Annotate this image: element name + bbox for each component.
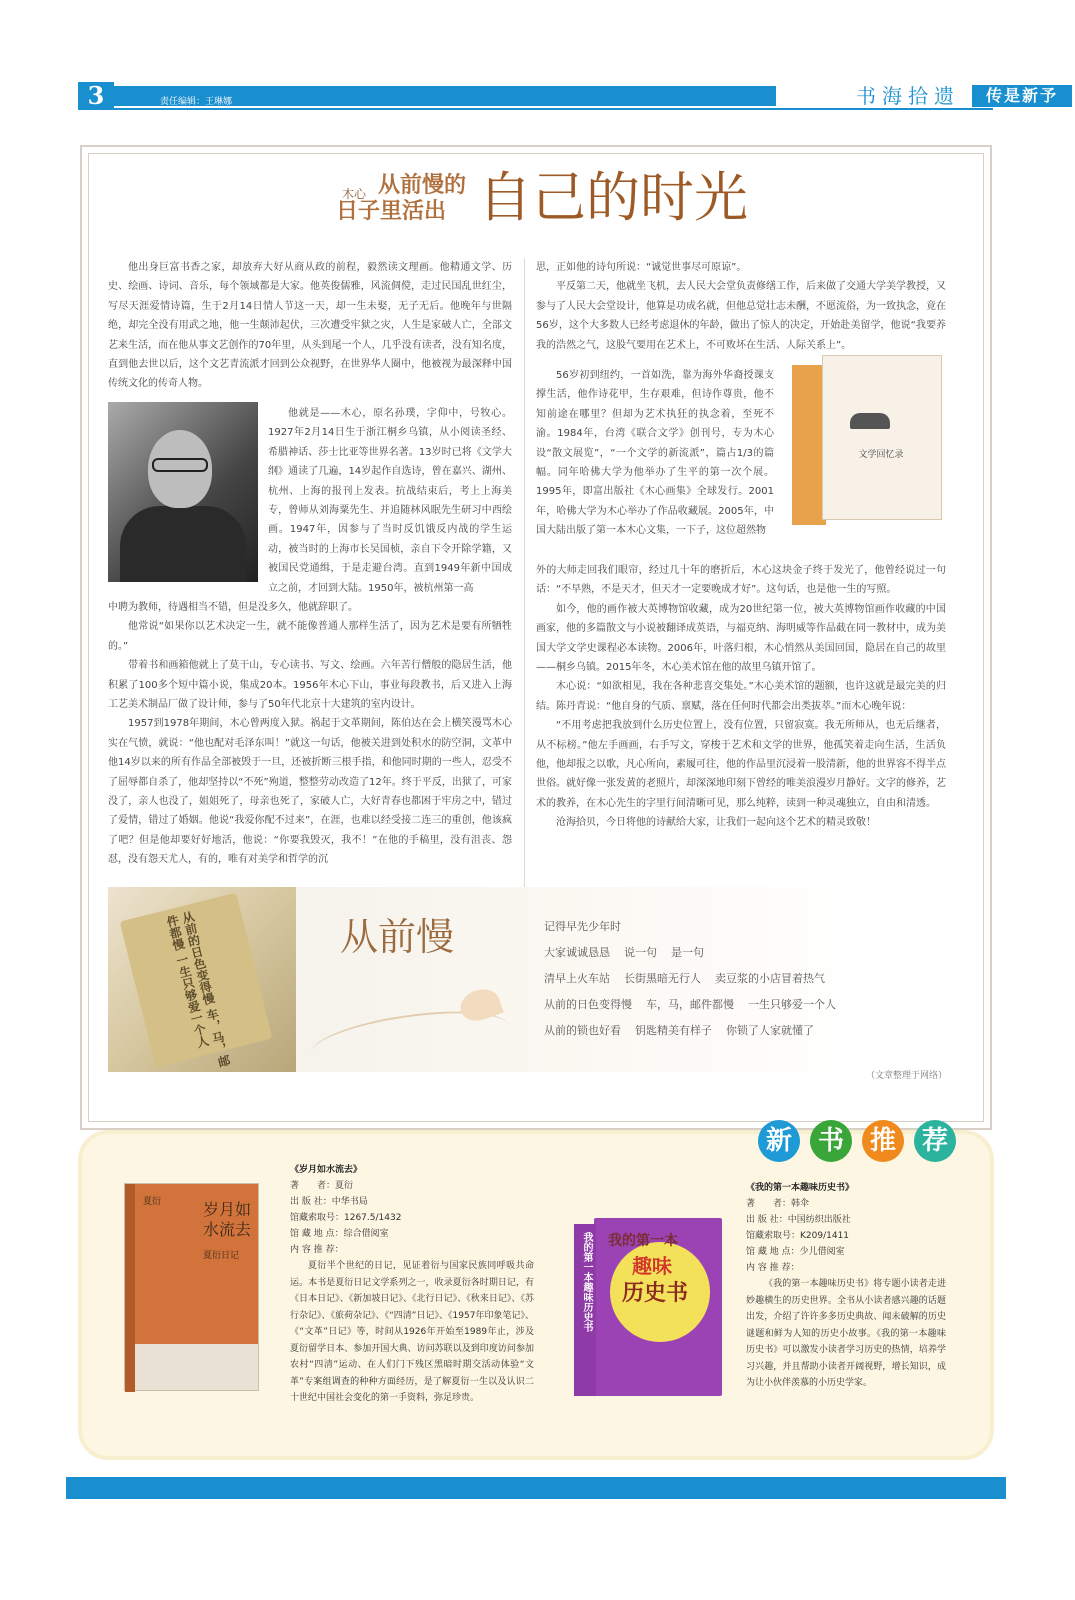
right-wrap-text: 56岁初到纽约，一首如洗，靠为海外华裔授课支撑生活，他作诗花甲，生存艰难，但诗作尊贵，他不知前途在哪里？但却为艺术执狂的执念着，至死不渝。1984年，台湾《联合文学》创刊号，专为木心设“散文展览”，“一个文学的新流派”，篇占1/3的篇幅。同年哈佛大学为他举办了生平的第一次个展。1995年，即富出版社《木心画集》全球发行。2001年，哈佛大学为木心举办了作品收藏展。2005年，中国大陆出版了第一本木心文集，一下子，这位超然物	[536, 370, 774, 537]
page-number: 3	[78, 82, 114, 110]
left-wrap-text: 他就是——木心，原名孙璞，字仰中，号牧心。1927年2月14日生于浙江桐乡乌镇，从小阅读圣经、希腊神话、莎士比亚等世界名著。13岁时已将《文学大纲》通读了几遍，14岁起作自选诗，曾在嘉兴、湖州、杭州、上海的报刊上发表。抗战结束后，考上上海美专，曾师从刘海粟先生、并追随林风眠先生研习中西绘画。1947年，因参与了当时反饥饿反内战的学生运动，被当时的上海市长吴国桢，亲自下令开除学籍，又被国民党通缉，于是走避台湾。直到1949年新中国成立之前，才回到大陆。1950年，被杭州第一高	[268, 408, 512, 594]
right-top: 思，正如他的诗句所说：“诚觉世事尽可原谅”。 平反第二天，他就坐飞机，去人民大会堂负责修缮工作，后来做了交通大学美学教授，又参与了人民大会堂设计，他算是功成名就，但他总觉壮志未酬，不愿流俗，为一致执念，竟在56岁，这个大多数人已经考虑退休的年龄，做出了惊人的决定，开始赴美留学，他说“我要养我的浩然之气，这股气要用在艺术上，不可败坏在生活、人际关系上”。	[536, 262, 946, 351]
poem-book-photo: 从前的日色变得慢 车，马，邮件都慢 一生只够爱一个人	[108, 887, 296, 1072]
badge-shu: 书	[810, 1120, 852, 1162]
right-body: 外的大师走回我们眼帘，经过几十年的磨折后，木心这块金子终于发光了，他曾经说过一句话：“不早熟，不是天才，但天才一定要晚成才好”。这句话，也是他一生的写照。 如今，他的画作被大英博物馆收藏，成为20世纪第一位，被大英博物馆画作收藏的中国画家，他的多篇散文与小说被翻译成英语，与福克纳、海明威等作品截在同一教材中，成为美国大学文学史课程必本读物。2006年，叶落归根，木心悄然从美国回国，隐居在自己的故里——桐乡乌镇。2015年冬，木心美术馆在他的故里乌镇开馆了。 木心说：“如欲相见，我在各种悲喜交集处。”木心美术馆的题额，也许这就是最完美的归结。陈丹青说：“他自身的气质、禀赋，落在任何时代都会出类拔萃。”而木心晚年说： “不用考虑把我放到什么历史位置上，没有位置，只留寂寞。我无所师从，也无后继者，从不标榜。”他左手画画，右手写文，穿梭于艺术和文学的世界，他孤笑着走向生活，生活负他，他却报之以歌，凡心所向，素履可往，他的作品里沉浸着一股清新，他的世界容不得半点世俗。就好像一张发黄的老照片，却深深地印刻下曾经的唯美浪漫岁月静好。文字的修养，艺术的教养，在木心先生的字里行间清晰可见，那么纯粹，读到一种灵魂独立，自由和清透。 沧海拾贝，今日将他的诗献给大家，让我们一起向这个艺术的精灵致敬！	[536, 565, 946, 829]
source-credit: （文章整理于网络）	[866, 1071, 948, 1081]
badge-jian: 荐	[914, 1120, 956, 1162]
poem-line: 从前的日色变得慢 车，马，邮件都慢 一生只够爱一个人	[544, 998, 836, 1011]
portrait-photo	[108, 402, 258, 582]
book1-cover: 夏衍 岁月如水流去 夏衍日记	[124, 1183, 259, 1391]
column-divider	[524, 258, 525, 898]
title-author: 木心	[342, 187, 367, 201]
editor-label: 责任编辑：王琳娜	[160, 97, 233, 107]
header-bar	[114, 86, 776, 106]
badge-tui: 推	[862, 1120, 904, 1162]
title-main: 自己的时光	[478, 166, 748, 229]
poem-line: 清早上火车站 长街黑暗无行人 卖豆浆的小店冒着热气	[544, 972, 825, 985]
badge-xin: 新	[758, 1120, 800, 1162]
book1-info: 《岁月如水流去》 著 者：夏衍 出 版 社：中华书局 馆藏索取号：1267.5/1432 馆 藏 地 点：综合借阅室 内 容 推 荐： 夏衍半个世纪的日记，见证着衍与国家民族同呼吸共命运。本书是夏衍日记文学系列之一，收录夏衍各时期日记，有《日本日记》、《新加坡日记》、《北行日记》、《秋来日记》、《苏行杂记》、《旅荷杂记》、《“四清”日记》、《1957年印象笔记》、《“文革”日记》等，时间从1926年开始至1989年止，涉及夏衍留学日本、参加开国大典、访问苏联以及到印度访问参加农村“四清”运动、在人们门下残区黑暗时期交活动体验“文革”专案组调查的种种方面经历，是了解夏衍一生以及认识二十世纪中国社会变化的第一手资料，弥足珍贵。	[290, 1165, 534, 1403]
book2-info: 《我的第一本趣味历史书》 著 者：韩伞 出 版 社：中国纺织出版社 馆藏索取号：K209/1411 馆 藏 地 点：少儿借阅室 内 容 推 荐： 《我的第一本趣味历史书》将专题小读者走进妙趣横生的历史世界。全书从小读者感兴趣的话题出发，介绍了许许多多历史典故、闻未破解的历史谜题和鲜为人知的历史小故事。《我的第一本趣味历史书》可以激发小读者学习历史的热情，培养学习兴趣，并且帮助小读者开阔视野，增长知识，成为让小伙伴羡慕的小历史学家。	[746, 1183, 946, 1388]
poem-title: 从前慢	[340, 915, 455, 959]
column-name: 书海拾遗	[856, 84, 960, 108]
left-body: 中聘为教师，待遇相当不错，但是没多久，他就辞职了。 他常说“如果你以艺术决定一生，就不能像普通人那样生活了，因为艺术是要有所牺牲的。” 带着书和画箱他就上了莫干山，专心读书、写文、绘画。六年苦行僧般的隐居生活，他积累了100多个短中篇小说，集成20本。1956年木心下山，事业每段教书，后又进入上海工艺美术制品厂做了设计师，参与了50年代北京十大建筑的室内设计。 1957到1978年期间，木心曾两度入狱。祸起于文革期间，陈伯达在会上横笑漫骂木心实在气愤，就说：“他也配对毛泽东叫！”就这一句话，他被关进到处积水的防空洞，文革中他14岁以来的所有作品全部被毁于一旦，还被折断三根手指，和他同时期的一些人，忍受不了屈辱都自杀了，他却坚持以“不死”殉道，整整劳动改造了12年。终于平反，出狱了，可家没了，亲人也没了，姐姐死了，母亲也死了，家破人亡，大好青春也都困于牢房之中，错过了爱情，错过了婚姻。他说“我爱你配不过来”，在涯，也难以经受接二连三的重创，他该疯了吧？但是他却要好好地活，他说：“你要我毁灭，我不！”在他的手稿里，没有沮丧、怨怼，没有怨天尤人，有的，唯有对美学和哲学的沉	[108, 602, 512, 866]
title-line1: 从前慢的	[378, 172, 467, 198]
footer-bar	[66, 1477, 1006, 1499]
poem-line: 大家诚诚恳恳 说一句 是一句	[544, 946, 704, 959]
title-line2: 日子里活出	[336, 198, 447, 224]
left-intro: 他出身巨富书香之家，却放弃大好从商从政的前程，毅然读文理画。他精通文学、历史、绘画、诗词、音乐，每个领域都是大家。他英俊儒雅，风流倜傥，走过民国乱世红尘，写尽天涯爱情诗篇，生于2月14日情人节这一天，却一生未娶，无子无后。他晚年与世隔绝，却完全没有用武之地，他一生颠沛起伏，三次遭受牢狱之灾，人生是家破人亡，全部文艺来生活，而在他从事文艺创作的70年里，从头到尾一个人，几乎没有读者，没有知名度，直到他去世以后，这个文艺青流派才回到公众视野，在世界华人圈中，他被视为最深释中国传统文化的传奇人物。	[108, 262, 512, 390]
book-cover-photo	[792, 355, 942, 525]
column-tag: 传是新予	[972, 85, 1072, 107]
poem-line: 从前的锁也好看 钥匙精美有样子 你锁了人家就懂了	[544, 1024, 814, 1037]
page-header	[78, 81, 1058, 110]
hat-icon	[850, 413, 890, 429]
poem-line: 记得早先少年时	[544, 920, 621, 933]
book-cover-title: 文学回忆录	[858, 450, 904, 460]
book2-cover: 我的第一本 趣味 历史书 我的第一本趣味历史书	[574, 1218, 722, 1398]
